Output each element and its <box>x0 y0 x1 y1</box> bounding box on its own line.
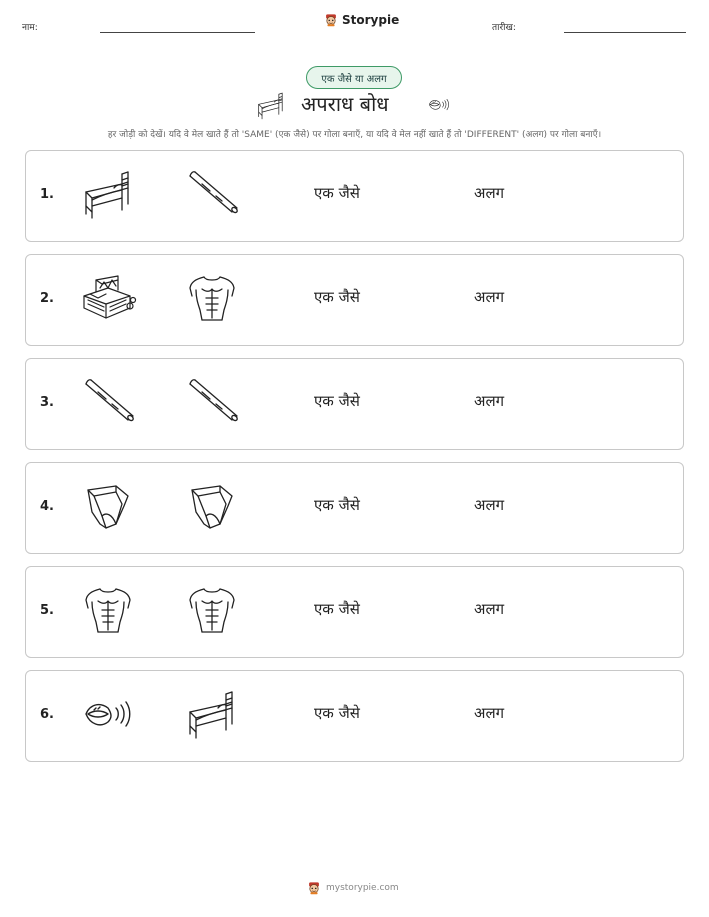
storypie-mascot-icon <box>324 12 338 28</box>
title-row <box>0 88 709 122</box>
name-field[interactable] <box>100 32 255 33</box>
category-tag-text: एक जैसे या अलग <box>321 73 387 85</box>
pair-row-6 <box>25 670 684 762</box>
same-option[interactable]: एक जैसे <box>314 184 360 202</box>
name-label: नाम: <box>22 23 38 33</box>
underwear-icon <box>182 481 242 533</box>
stick-icon <box>78 377 138 429</box>
stick-icon <box>182 377 242 429</box>
pair-row-3 <box>25 358 684 450</box>
footer-site-link[interactable]: mystorypie.com <box>326 883 399 893</box>
different-option[interactable]: अलग <box>474 704 505 722</box>
speaking-mouth-icon <box>78 689 138 741</box>
page-title: अपराध बोध <box>301 92 389 116</box>
row-number: 1. <box>40 187 54 202</box>
different-option[interactable]: अलग <box>474 496 505 514</box>
different-option[interactable]: अलग <box>474 184 505 202</box>
footer <box>307 880 399 896</box>
toolbox-icon <box>78 273 138 325</box>
pair-row-5 <box>25 566 684 658</box>
speaking-mouth-icon[interactable] <box>425 94 453 116</box>
date-field[interactable] <box>564 32 686 33</box>
same-option[interactable]: एक जैसे <box>314 288 360 306</box>
different-option[interactable]: अलग <box>474 392 505 410</box>
different-option[interactable]: अलग <box>474 600 505 618</box>
bed-icon <box>182 689 242 741</box>
pair-row-1 <box>25 150 684 242</box>
stick-icon <box>182 169 242 221</box>
torso-icon <box>182 273 242 325</box>
pair-row-4 <box>25 462 684 554</box>
brand-logo <box>324 12 399 28</box>
bed-icon <box>78 169 138 221</box>
bed-icon <box>254 92 288 120</box>
same-option[interactable]: एक जैसे <box>314 392 360 410</box>
row-number: 3. <box>40 395 54 410</box>
same-option[interactable]: एक जैसे <box>314 600 360 618</box>
row-number: 5. <box>40 603 54 618</box>
different-option[interactable]: अलग <box>474 288 505 306</box>
underwear-icon <box>78 481 138 533</box>
brand-name: Storypie <box>342 13 400 27</box>
row-number: 6. <box>40 707 54 722</box>
storypie-mascot-icon <box>307 880 321 896</box>
category-tag <box>306 66 402 89</box>
same-option[interactable]: एक जैसे <box>314 704 360 722</box>
torso-icon <box>182 585 242 637</box>
date-label: तारीख: <box>492 23 516 33</box>
same-option[interactable]: एक जैसे <box>314 496 360 514</box>
pair-row-2 <box>25 254 684 346</box>
instruction-text: हर जोड़ी को देखें। यदि वे मेल खाते हैं तो 'SAME' (एक जैसे) पर गोला बनाएँ, या यदि वे मेल नहीं खाते हैं तो 'DIFFERENT' (अलग) पर गोला बनाएँ। <box>107 130 602 140</box>
row-number: 4. <box>40 499 54 514</box>
torso-icon <box>78 585 138 637</box>
row-number: 2. <box>40 291 54 306</box>
